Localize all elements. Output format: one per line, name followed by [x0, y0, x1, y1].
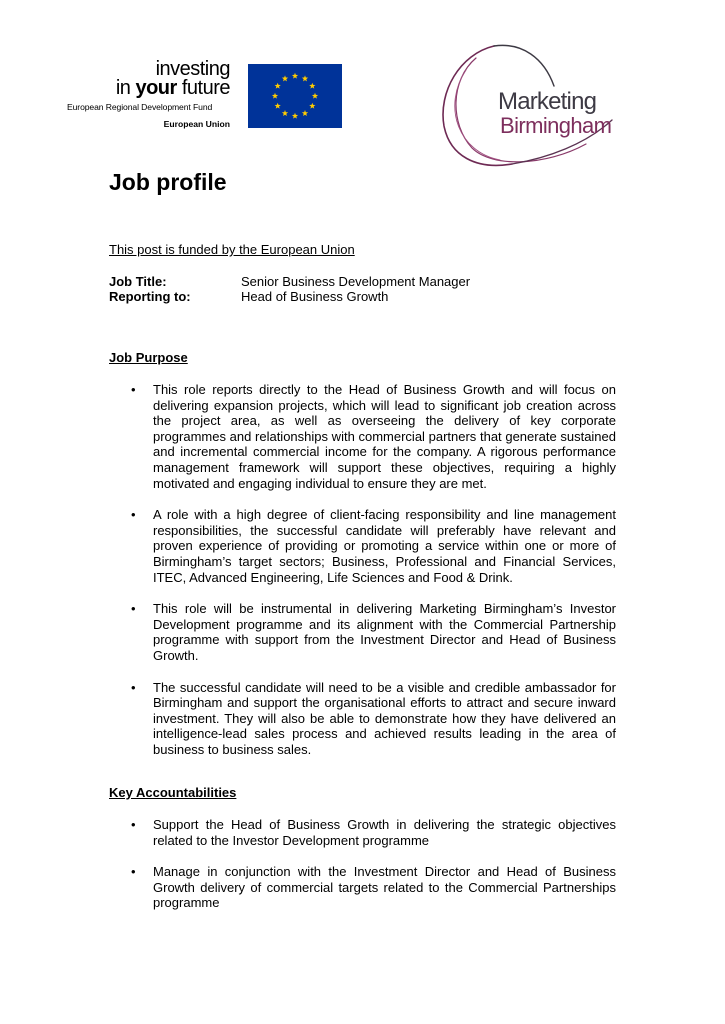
job-purpose-list	[109, 382, 616, 757]
reporting-to-label: Reporting to:	[109, 289, 191, 304]
page-title: Job profile	[109, 169, 227, 195]
job-purpose-text: The successful candidate will need to be a visible and credible ambassador for Birmingham and support the organisational efforts to attract and secure inward investment. They will also be able to demonstrate how they have delivered an intelligence-lead sales process and achieved results leading in the area of business to business sales.	[153, 679, 616, 757]
bullet-icon: •	[131, 679, 136, 695]
bullet-icon: •	[131, 382, 136, 397]
logo-line-in-your-future	[116, 77, 230, 99]
accountability-text: Manage in conjunction with the Investment Director and Head of Business Growth delivery of commercial targets related to the Commercial Partnerships programme	[153, 864, 616, 911]
logo-your-text: your	[135, 77, 177, 99]
logo-in-text: in	[115, 77, 136, 99]
key-accountabilities-heading: Key Accountabilities	[109, 785, 237, 800]
bullet-icon: •	[131, 864, 136, 880]
list-item	[109, 601, 616, 663]
investing-in-your-future-logo	[64, 58, 236, 134]
bullet-icon: •	[131, 601, 136, 617]
list-item	[109, 817, 616, 848]
job-purpose-text: This role reports directly to the Head of Business Growth and will focus on delivering expansion projects, which will lead to significant job creation across the project area, as well as overseeing the delivery of key corporate programmes and relationships with commercial partners that generate sustained and incremental commercial income for the company. A rigorous performance management framework will support these objectives, requiring a highly motivated and engaging individual to ensure they are met.	[153, 382, 616, 491]
accountability-text: Support the Head of Business Growth in delivering the strategic objectives related to the Investor Development programme	[153, 817, 616, 848]
logo-future-text: future	[176, 77, 230, 99]
logo-line-investing: investing	[155, 58, 230, 80]
funding-note: This post is funded by the European Union	[109, 242, 355, 257]
logo-line-european-union: European Union	[163, 119, 230, 129]
job-purpose-text: A role with a high degree of client-facing responsibility and line management responsibilities, the successful candidate will preferably have relevant and proven experience of providing or promoting a service within one or more of Birmingham’s target sectors; Business, Professional and Financial Services, ITEC, Advanced Engineering, Life Sciences and Food & Drink.	[153, 507, 616, 585]
list-item	[109, 864, 616, 911]
job-title-value: Senior Business Development Manager	[241, 274, 471, 289]
list-item	[109, 382, 616, 491]
reporting-to-value: Head of Business Growth	[241, 289, 389, 304]
job-purpose-text: This role will be instrumental in delivering Marketing Birmingham’s Investor Development programme and its alignment with the Commercial Partnership programme with support from the Investment Director and Head of Business Growth.	[153, 601, 616, 663]
marketing-logo-text: Marketing	[498, 88, 597, 115]
bullet-icon: •	[131, 817, 136, 832]
job-title-label: Job Title:	[109, 274, 167, 289]
list-item	[109, 507, 616, 585]
list-item	[109, 680, 616, 758]
bullet-icon: •	[131, 507, 136, 523]
logo-line-erdf: European Regional Development Fund	[67, 102, 213, 112]
job-purpose-heading: Job Purpose	[109, 350, 188, 365]
eu-flag-icon	[248, 64, 342, 128]
key-accountabilities-list	[109, 817, 616, 911]
birmingham-logo-text: Birmingham	[500, 113, 612, 138]
